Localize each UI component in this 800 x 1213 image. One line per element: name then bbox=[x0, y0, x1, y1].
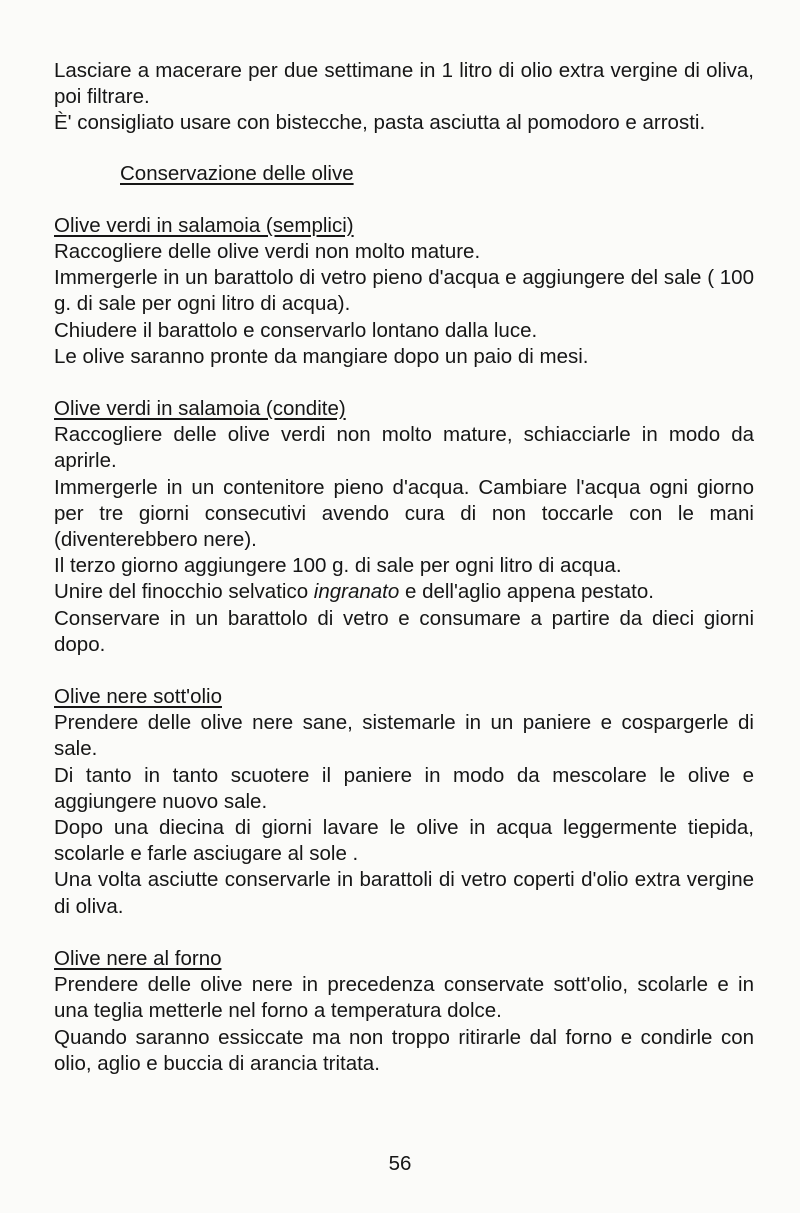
intro-paragraph: Lasciare a macerare per due settimane in 1 litro di olio extra vergine di oliva, poi filtrare. bbox=[54, 59, 754, 109]
recipe-heading: Olive verdi in salamoia (semplici) bbox=[54, 213, 354, 237]
intro-paragraph: È' consigliato usare con bistecche, pasta asciutta al pomodoro e arrosti. bbox=[54, 111, 706, 135]
recipe-heading: Olive nere sott'olio bbox=[54, 685, 222, 709]
recipe-paragraph: Immergerle in un barattolo di vetro pieno d'acqua e aggiungere del sale ( 100 g. di sale per ogni litro di acqua). bbox=[54, 266, 754, 316]
recipe-paragraph: Chiudere il barattolo e conservarlo lontano dalla luce. bbox=[54, 318, 538, 342]
recipe-paragraph: Dopo una diecina di giorni lavare le olive in acqua leggermente tiepida, scolarle e farle asciugare al sole . bbox=[54, 816, 754, 866]
recipe-paragraph: Raccogliere delle olive verdi non molto mature. bbox=[54, 240, 481, 264]
recipe-paragraph: Una volta asciutte conservarle in barattoli di vetro coperti d'olio extra vergine di oliva. bbox=[54, 868, 754, 918]
recipe-paragraph: Di tanto in tanto scuotere il paniere in modo da mescolare le olive e aggiungere nuovo sale. bbox=[54, 763, 754, 813]
text-run: Unire del finocchio selvatico bbox=[54, 580, 314, 604]
recipe-paragraph: Le olive saranno pronte da mangiare dopo un paio di mesi. bbox=[54, 344, 589, 368]
recipe-section bbox=[54, 396, 754, 658]
recipe-section bbox=[54, 946, 754, 1077]
recipe-paragraph: Quando saranno essiccate ma non troppo ritirarle dal forno e condirle con olio, aglio e buccia di arancia tritata. bbox=[54, 1025, 754, 1075]
recipe-paragraph: Prendere delle olive nere sane, sistemarle in un paniere e cospargerle di sale. bbox=[54, 711, 754, 761]
intro-block bbox=[54, 58, 754, 137]
recipe-heading: Olive nere al forno bbox=[54, 946, 222, 970]
page-body bbox=[54, 58, 754, 1077]
recipe-heading: Olive verdi in salamoia (condite) bbox=[54, 397, 346, 421]
page-number: 56 bbox=[388, 1152, 412, 1175]
recipe-paragraph: Il terzo giorno aggiungere 100 g. di sale per ogni litro di acqua. bbox=[54, 554, 622, 578]
section-title: Conservazione delle olive bbox=[120, 161, 354, 185]
recipe-paragraph: Prendere delle olive nere in precedenza conservate sott'olio, scolarle e in una teglia metterle nel forno a temperatura dolce. bbox=[54, 973, 754, 1023]
recipe-section bbox=[54, 213, 754, 370]
recipe-paragraph bbox=[54, 579, 754, 605]
italic-term: ingranato bbox=[313, 580, 400, 604]
recipe-paragraph: Conservare in un barattolo di vetro e consumare a partire da dieci giorni dopo. bbox=[54, 606, 754, 656]
recipe-section bbox=[54, 684, 754, 920]
recipe-paragraph: Raccogliere delle olive verdi non molto mature, schiacciarle in modo da aprirle. bbox=[54, 423, 754, 473]
text-run: e dell'aglio appena pestato. bbox=[399, 580, 654, 604]
recipe-paragraph: Immergerle in un contenitore pieno d'acqua. Cambiare l'acqua ogni giorno per tre giorni consecutivi avendo cura di non toccarle con le mani (diventerebbero nere). bbox=[54, 475, 754, 552]
